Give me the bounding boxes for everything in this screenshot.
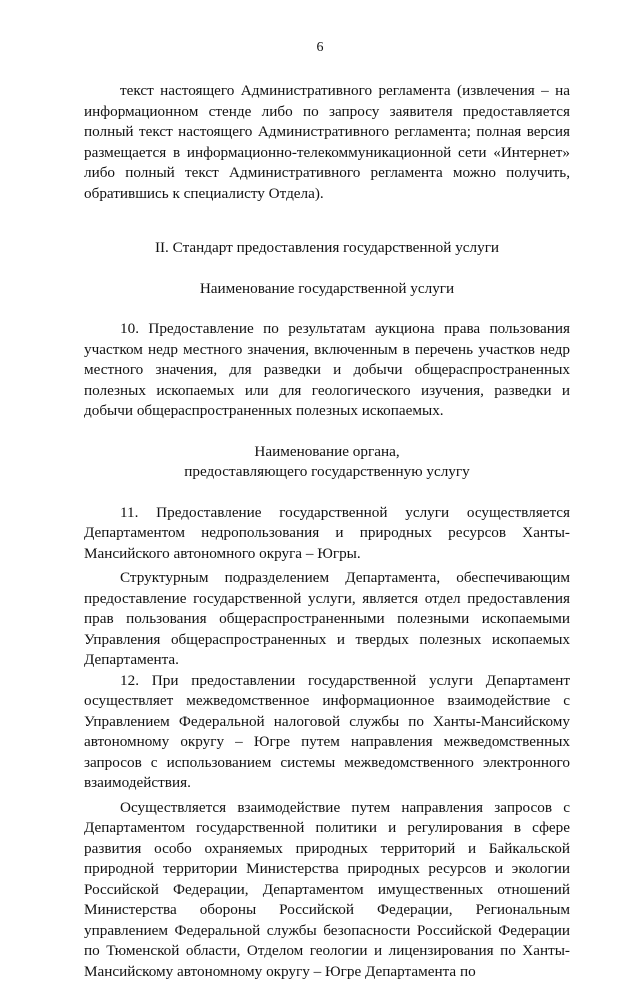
spacer	[84, 259, 570, 279]
paragraph-12-cooperation: Осуществляется взаимодействие путем направления запросов с Департаментом государственной политики и регулирования в сфере развития особо охраняемых природных территорий и Байкальской природной территории Министерства природных ресурсов и экологии Российской Федерации, Департаментом имущественных отношений Министерства обороны Российской Федерации, Региональным управлением Федеральной службы безопасности Российской Федерации по Тюменской области, Отделом геологии и лицензирования по Ханты-Мансийскому автономному округу – Югре Департамента по	[84, 798, 570, 982]
spacer	[84, 299, 570, 319]
paragraph-11-structural: Структурным подразделением Департамента, обеспечивающим предоставление государственной услуги, является отдел предоставления прав пользования общераспространенными полезными ископаемыми Управления общераспространенных и твердых полезных ископаемых Департамента.	[84, 568, 570, 671]
spacer	[84, 204, 570, 238]
section-title: II. Стандарт предоставления государственной услуги	[84, 238, 570, 259]
paragraph-12: 12. При предоставлении государственной услуги Департамент осуществляет межведомственное информационное взаимодействие с Управлением Федеральной налоговой службы по Ханты-Мансийскому автономному округу – Югре путем направления межведомственных запросов с использованием системы межведомственного электронного взаимодействия.	[84, 671, 570, 794]
document-body	[84, 81, 570, 982]
spacer	[84, 422, 570, 442]
paragraph-10: 10. Предоставление по результатам аукциона права пользования участком недр местного значения, включенным в перечень участков недр местного значения, для разведки и добычи общераспространенных полезных ископаемых или для геологического изучения, разведки и добычи общераспространенных полезных ископаемых.	[84, 319, 570, 422]
subsection-service-name: Наименование государственной услуги	[84, 279, 570, 300]
subsection-authority-line1: Наименование органа,	[84, 442, 570, 463]
page-number: 6	[0, 40, 640, 56]
paragraph-11: 11. Предоставление государственной услуги осуществляется Департаментом недропользования и природных ресурсов Ханты-Мансийского автономного округа – Югры.	[84, 503, 570, 565]
spacer	[84, 483, 570, 503]
intro-paragraph: текст настоящего Административного регламента (извлечения – на информационном стенде либо по запросу заявителя предоставляется полный текст настоящего Административного регламента; полная версия размещается в информационно-телекоммуникационной сети «Интернет» либо полный текст Административного регламента можно получить, обратившись к специалисту Отдела).	[84, 81, 570, 204]
subsection-authority-line2: предоставляющего государственную услугу	[84, 462, 570, 483]
